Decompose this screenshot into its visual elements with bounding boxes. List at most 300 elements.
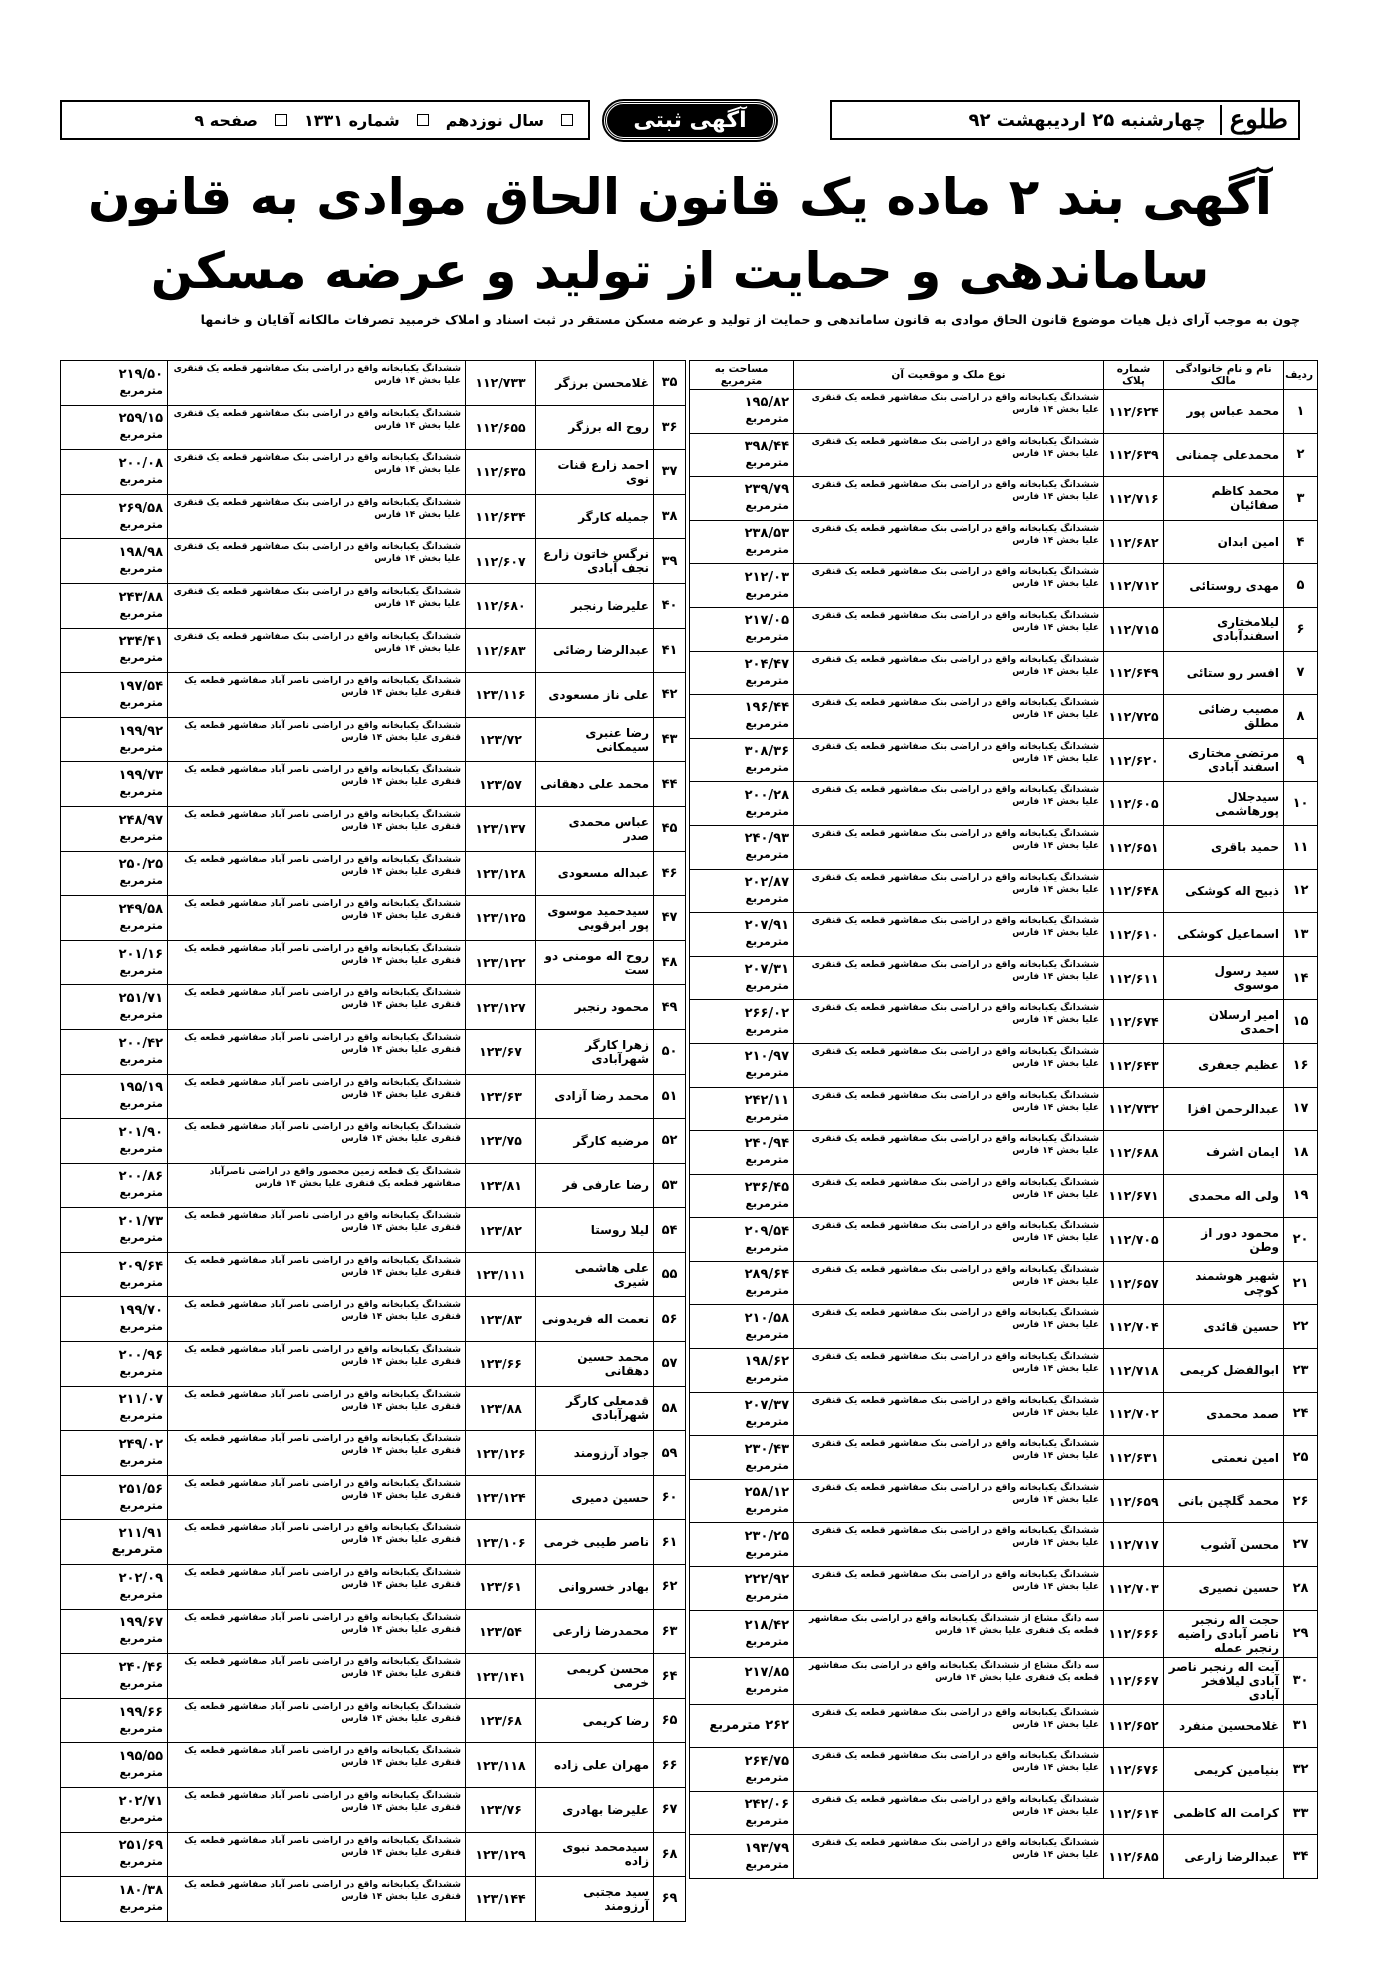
owner-name: رضا عارفی فر <box>536 1163 654 1208</box>
area-cell <box>61 896 168 941</box>
area-value: ۲۳۰/۴۳ <box>744 1441 789 1457</box>
table-row <box>690 1174 1318 1218</box>
row-number: ۶۷ <box>654 1788 686 1833</box>
owners-table-left <box>60 360 686 1922</box>
table-row <box>61 806 686 851</box>
property-description: ششدانگ یکبابخانه واقع در اراضی بنک صفاشهر قطعه یک قنقری علیا بخش ۱۴ فارس <box>794 433 1104 477</box>
row-number: ۱۸ <box>1284 1131 1318 1175</box>
table-row <box>690 1043 1318 1087</box>
plate-number: ۱۲۳/۱۲۸ <box>466 851 536 896</box>
plate-number: ۱۱۲/۶۰۷ <box>466 539 536 584</box>
plate-number: ۱۲۳/۸۱ <box>466 1163 536 1208</box>
plate-number: ۱۱۲/۶۵۲ <box>1104 1704 1164 1748</box>
area-value: ۲۴۰/۹۴ <box>744 1136 789 1152</box>
area-unit: مترمربع <box>119 1052 163 1066</box>
table-row <box>690 1567 1318 1611</box>
area-unit: مترمربع <box>745 979 789 993</box>
row-number: ۶۱ <box>654 1520 686 1565</box>
owner-name: صمد محمدی <box>1164 1392 1284 1436</box>
table-row <box>61 717 686 762</box>
owner-name: نعمت اله فریدونی <box>536 1297 654 1342</box>
area-cell <box>690 782 794 826</box>
issue-number: شماره ۱۳۳۱ <box>303 110 400 130</box>
area-unit: مترمربع <box>119 1899 163 1913</box>
area-cell <box>690 1791 794 1835</box>
area-value: ۲۲۲/۹۲ <box>744 1572 789 1588</box>
table-row <box>61 1832 686 1877</box>
area-value: ۳۹۸/۴۴ <box>744 438 789 454</box>
owner-name: محمد علی دهقانی <box>536 762 654 807</box>
area-unit: مترمربع <box>745 455 789 469</box>
area-unit: مترمربع <box>119 1320 163 1334</box>
area-cell <box>690 1610 794 1657</box>
area-unit: مترمربع <box>745 1634 789 1648</box>
property-description: سه دانگ مشاع از ششدانگ یکبابخانه واقع در اراضی بنک صفاشهر قطعه یک قنقری علیا بخش ۱۴ فارس <box>794 1610 1104 1657</box>
area-unit: مترمربع <box>745 891 789 905</box>
area-cell <box>690 825 794 869</box>
area-cell <box>690 1835 794 1879</box>
header-issue-box <box>60 100 590 140</box>
area-cell <box>690 607 794 651</box>
owner-name: احمد زارع قنات نوی <box>536 450 654 495</box>
area-cell <box>690 1087 794 1131</box>
area-cell <box>690 390 794 434</box>
row-number: ۴ <box>1284 520 1318 564</box>
plate-number: ۱۲۳/۱۲۴ <box>466 1475 536 1520</box>
table-row <box>61 1877 686 1922</box>
row-number: ۴۷ <box>654 896 686 941</box>
table-row <box>690 564 1318 608</box>
property-description: ششدانگ یکبابخانه واقع در اراضی بنک صفاشهر قطعه یک قنقری علیا بخش ۱۴ فارس <box>794 1479 1104 1523</box>
area-value: ۲۶۹/۵۸ <box>118 500 163 516</box>
property-description: ششدانگ یکبابخانه واقع در اراضی بنک صفاشهر قطعه یک قنقری علیا بخش ۱۴ فارس <box>794 956 1104 1000</box>
property-description: ششدانگ یکبابخانه واقع در اراضی بنک صفاشهر قطعه یک قنقری علیا بخش ۱۴ فارس <box>794 1436 1104 1480</box>
area-unit: مترمربع <box>119 963 163 977</box>
table-row <box>690 1087 1318 1131</box>
plate-number: ۱۱۲/۶۳۴ <box>466 494 536 539</box>
plate-number: ۱۲۳/۱۲۵ <box>466 896 536 941</box>
area-value: ۱۹۹/۶۷ <box>118 1615 163 1631</box>
area-cell <box>61 405 168 450</box>
table-row <box>690 651 1318 695</box>
property-description: ششدانگ یکبابخانه واقع در اراضی ناصر آباد صفاشهر قطعه یک قنقری علیا بخش ۱۴ فارس <box>168 985 466 1030</box>
owner-name: حسین دمیری <box>536 1475 654 1520</box>
property-description: ششدانگ یکبابخانه واقع در اراضی بنک صفاشهر قطعه یک قنقری علیا بخش ۱۴ فارس <box>794 1218 1104 1262</box>
row-number: ۲۸ <box>1284 1567 1318 1611</box>
owner-name: مصیب رضائی مطلق <box>1164 695 1284 739</box>
area-cell <box>690 695 794 739</box>
owner-name: زهرا کارگر شهرآبادی <box>536 1029 654 1074</box>
plate-number: ۱۲۳/۶۱ <box>466 1565 536 1610</box>
area-unit: مترمربع <box>119 562 163 576</box>
owner-name: رضا عنبری سیمکانی <box>536 717 654 762</box>
area-cell <box>690 869 794 913</box>
table-row <box>61 1342 686 1387</box>
area-cell <box>61 494 168 539</box>
area-unit: مترمربع <box>119 472 163 486</box>
owner-name: عباس محمدی صدر <box>536 806 654 851</box>
area-value: ۲۱۸/۴۲ <box>744 1617 789 1633</box>
area-cell <box>690 1436 794 1480</box>
property-description: ششدانگ یکبابخانه واقع در اراضی ناصر آباد صفاشهر قطعه یک قنقری علیا بخش ۱۴ فارس <box>168 1565 466 1610</box>
table-row <box>690 477 1318 521</box>
area-value: ۲۴۰/۴۶ <box>118 1660 163 1676</box>
plate-number: ۱۲۳/۱۱۸ <box>466 1743 536 1788</box>
owner-name: محمد رضا آزادی <box>536 1074 654 1119</box>
area-value: ۲۰۱/۷۳ <box>118 1214 163 1230</box>
plate-number: ۱۲۳/۶۳ <box>466 1074 536 1119</box>
owner-name: محمود دور از وطن <box>1164 1218 1284 1262</box>
plate-number: ۱۲۳/۱۴۱ <box>466 1654 536 1699</box>
table-row <box>690 1261 1318 1305</box>
property-description: ششدانگ یکبابخانه واقع در اراضی بنک صفاشهر قطعه یک قنقری علیا بخش ۱۴ فارس <box>794 607 1104 651</box>
property-description: ششدانگ یکبابخانه واقع در اراضی بنک صفاشهر قطعه یک قنقری علیا بخش ۱۴ فارس <box>794 1567 1104 1611</box>
owners-table-right <box>689 360 1318 1879</box>
area-unit: مترمربع <box>119 1008 163 1022</box>
row-number: ۲۵ <box>1284 1436 1318 1480</box>
row-number: ۳۱ <box>1284 1704 1318 1748</box>
plate-number: ۱۱۲/۶۳۱ <box>1104 1436 1164 1480</box>
area-value: ۱۹۹/۶۶ <box>118 1704 163 1720</box>
section-badge <box>590 100 790 140</box>
area-cell <box>61 361 168 406</box>
table-row <box>690 1349 1318 1393</box>
owner-name: نرگس خاتون زارع نجف آبادی <box>536 539 654 584</box>
owner-name: جواد آرزومند <box>536 1431 654 1476</box>
area-cell <box>61 1119 168 1164</box>
row-number: ۵۶ <box>654 1297 686 1342</box>
area-unit: مترمربع <box>119 1855 163 1869</box>
table-row <box>61 985 686 1030</box>
area-unit: مترمربع <box>745 1196 789 1210</box>
area-value: ۲۰۷/۳۱ <box>744 962 789 978</box>
area-value: ۲۰۱/۹۰ <box>118 1124 163 1140</box>
area-value: ۱۹۹/۹۲ <box>118 723 163 739</box>
plate-number: ۱۱۲/۶۸۰ <box>466 583 536 628</box>
area-unit: مترمربع <box>745 630 789 644</box>
plate-number: ۱۱۲/۶۶۷ <box>1104 1657 1164 1704</box>
plate-number: ۱۲۳/۱۱۶ <box>466 673 536 718</box>
area-unit: مترمربع <box>745 1857 789 1871</box>
row-number: ۴۱ <box>654 628 686 673</box>
title-line-1: آگهی بند ۲ ماده یک قانون الحاق موادی به قانون <box>87 168 1273 226</box>
square-icon <box>275 114 287 126</box>
owner-name: آیت اله رنجبر ناصر آبادی لیلافخر آبادی <box>1164 1657 1284 1704</box>
area-unit: مترمربع <box>119 517 163 531</box>
property-description: ششدانگ یکبابخانه واقع در اراضی ناصر آباد صفاشهر قطعه یک قنقری علیا بخش ۱۴ فارس <box>168 1475 466 1520</box>
newspaper-logo: طلوع <box>1220 105 1288 135</box>
area-unit: مترمربع <box>119 1454 163 1468</box>
row-number: ۴۳ <box>654 717 686 762</box>
area-cell <box>690 1657 794 1704</box>
owner-name: شهیر هوشمند کوچی <box>1164 1261 1284 1305</box>
area-unit: مترمربع <box>119 1364 163 1378</box>
row-number: ۶۶ <box>654 1743 686 1788</box>
plate-number: ۱۱۲/۷۰۲ <box>1104 1392 1164 1436</box>
area-value: ۲۴۲/۰۶ <box>744 1797 789 1813</box>
table-row <box>690 1479 1318 1523</box>
table-row <box>61 673 686 718</box>
property-description: ششدانگ یکبابخانه واقع در اراضی ناصر آباد صفاشهر قطعه یک قنقری علیا بخش ۱۴ فارس <box>168 1698 466 1743</box>
plate-number: ۱۱۲/۷۱۶ <box>1104 477 1164 521</box>
owner-name: بهادر خسروانی <box>536 1565 654 1610</box>
row-number: ۵۲ <box>654 1119 686 1164</box>
area-cell <box>61 940 168 985</box>
area-unit: مترمربع <box>119 695 163 709</box>
plate-number: ۱۲۳/۶۷ <box>466 1029 536 1074</box>
area-unit: مترمربع <box>745 499 789 513</box>
area-value: ۲۱۰/۵۸ <box>744 1310 789 1326</box>
plate-number: ۱۲۳/۸۳ <box>466 1297 536 1342</box>
owner-name: علی ناز مسعودی <box>536 673 654 718</box>
area-cell <box>690 1043 794 1087</box>
row-number: ۱۶ <box>1284 1043 1318 1087</box>
table-row <box>61 1163 686 1208</box>
area-unit: مترمربع <box>745 1502 789 1516</box>
area-value: ۲۵۱/۵۶ <box>118 1481 163 1497</box>
plate-number: ۱۲۳/۱۲۷ <box>466 985 536 1030</box>
area-cell <box>61 1877 168 1922</box>
owner-name: محمد عباس پور <box>1164 390 1284 434</box>
area-value: ۲۱۰/۹۷ <box>744 1049 789 1065</box>
area-cell <box>61 851 168 896</box>
area-unit: مترمربع <box>119 1141 163 1155</box>
property-description: ششدانگ یکبابخانه واقع در اراضی بنک صفاشهر قطعه یک قنقری علیا بخش ۱۴ فارس <box>794 1174 1104 1218</box>
property-description: ششدانگ یکبابخانه واقع در اراضی بنک صفاشهر قطعه یک قنقری علیا بخش ۱۴ فارس <box>794 1043 1104 1087</box>
area-cell <box>690 564 794 608</box>
owner-name: ولی اله محمدی <box>1164 1174 1284 1218</box>
area-unit: مترمربع <box>745 935 789 949</box>
area-cell <box>690 1131 794 1175</box>
area-cell <box>61 583 168 628</box>
area-value: ۱۹۹/۷۰ <box>118 1303 163 1319</box>
property-description: ششدانگ یکبابخانه واقع در اراضی ناصر آباد صفاشهر قطعه یک قنقری علیا بخش ۱۴ فارس <box>168 1208 466 1253</box>
plate-number: ۱۲۳/۱۱۱ <box>466 1252 536 1297</box>
row-number: ۶ <box>1284 607 1318 651</box>
area-unit: مترمربع <box>745 1022 789 1036</box>
area-value: ۲۰۰/۹۶ <box>118 1347 163 1363</box>
area-cell <box>61 1386 168 1431</box>
row-number: ۱۰ <box>1284 782 1318 826</box>
row-number: ۲۲ <box>1284 1305 1318 1349</box>
col-header-area: مساحت به مترمربع <box>690 361 794 390</box>
plate-number: ۱۱۲/۶۸۲ <box>1104 520 1164 564</box>
area-cell <box>61 1565 168 1610</box>
owner-name: مرتضی مختاری اسفند آبادی <box>1164 738 1284 782</box>
area-cell <box>61 628 168 673</box>
area-unit: مترمربع <box>745 717 789 731</box>
property-description: ششدانگ یکبابخانه واقع در اراضی بنک صفاشهر قطعه یک قنقری علیا بخش ۱۴ فارس <box>794 1305 1104 1349</box>
area-value: ۱۹۶/۴۴ <box>744 700 789 716</box>
owner-name: محمدرضا زارعی <box>536 1609 654 1654</box>
row-number: ۴۵ <box>654 806 686 851</box>
row-number: ۳۶ <box>654 405 686 450</box>
area-cell <box>690 1704 794 1748</box>
property-description: ششدانگ یکبابخانه واقع در اراضی ناصر آباد صفاشهر قطعه یک قنقری علیا بخش ۱۴ فارس <box>168 1431 466 1476</box>
square-icon <box>417 114 429 126</box>
area-value: ۱۹۵/۵۵ <box>118 1749 163 1765</box>
table-row <box>61 1475 686 1520</box>
owner-name: علیرضا رنجبر <box>536 583 654 628</box>
row-number: ۴۹ <box>654 985 686 1030</box>
area-unit: مترمربع <box>119 918 163 932</box>
area-cell <box>61 717 168 762</box>
table-row <box>61 896 686 941</box>
row-number: ۳۵ <box>654 361 686 406</box>
table-row <box>690 956 1318 1000</box>
row-number: ۵۱ <box>654 1074 686 1119</box>
property-description: ششدانگ یکبابخانه واقع در اراضی ناصر آباد صفاشهر قطعه یک قنقری علیا بخش ۱۴ فارس <box>168 1520 466 1565</box>
plate-number: ۱۱۲/۶۴۸ <box>1104 869 1164 913</box>
area-value: ۲۱۷/۰۵ <box>744 613 789 629</box>
property-description: ششدانگ یکبابخانه واقع در اراضی بنک صفاشهر قطعه یک قنقری علیا بخش ۱۴ فارس <box>794 390 1104 434</box>
table-row <box>61 583 686 628</box>
table-row <box>61 450 686 495</box>
plate-number: ۱۱۲/۷۱۷ <box>1104 1523 1164 1567</box>
area-value: ۲۳۰/۲۵ <box>744 1528 789 1544</box>
area-value: ۲۱۹/۵۰ <box>118 366 163 382</box>
property-description: ششدانگ یک قطعه زمین محصور واقع در اراضی ناصرآباد صفاشهر قطعه یک قنقری علیا بخش ۱۴ فارس <box>168 1163 466 1208</box>
area-value: ۲۴۹/۰۲ <box>118 1437 163 1453</box>
owner-name: علیرضا بهادری <box>536 1788 654 1833</box>
area-cell <box>61 1431 168 1476</box>
property-description: ششدانگ یکبابخانه واقع در اراضی ناصر آباد صفاشهر قطعه یک قنقری علیا بخش ۱۴ فارس <box>168 762 466 807</box>
area-cell <box>690 1479 794 1523</box>
area-value: ۱۹۵/۸۲ <box>744 395 789 411</box>
area-value: ۲۱۷/۸۵ <box>744 1664 789 1680</box>
owner-name: روح اله برزگر <box>536 405 654 450</box>
table-row <box>61 628 686 673</box>
area-value: ۲۰۱/۱۶ <box>118 946 163 962</box>
area-cell <box>690 651 794 695</box>
plate-number: ۱۱۲/۶۱۱ <box>1104 956 1164 1000</box>
owner-name: لیلا روستا <box>536 1208 654 1253</box>
row-number: ۴۶ <box>654 851 686 896</box>
table-row <box>690 390 1318 434</box>
property-description: ششدانگ یکبابخانه واقع در اراضی بنک صفاشهر قطعه یک قنقری علیا بخش ۱۴ فارس <box>794 782 1104 826</box>
owner-name: مرضیه کارگر <box>536 1119 654 1164</box>
plate-number: ۱۱۲/۶۷۴ <box>1104 1000 1164 1044</box>
area-cell <box>61 1743 168 1788</box>
area-unit: مترمربع <box>745 761 789 775</box>
area-value: ۲۳۴/۴۱ <box>118 634 163 650</box>
area-unit: مترمربع <box>119 874 163 888</box>
section-badge-label: آگهی ثبتی <box>604 101 775 140</box>
plate-number: ۱۱۲/۷۱۸ <box>1104 1349 1164 1393</box>
row-number: ۱۵ <box>1284 1000 1318 1044</box>
plate-number: ۱۲۳/۱۲۹ <box>466 1832 536 1877</box>
area-cell <box>690 1218 794 1262</box>
row-number: ۴۴ <box>654 762 686 807</box>
table-row <box>690 1131 1318 1175</box>
area-cell <box>690 1392 794 1436</box>
owner-name: غلامحسین منفرد <box>1164 1704 1284 1748</box>
area-unit: مترمربع <box>119 1721 163 1735</box>
plate-number: ۱۲۳/۶۶ <box>466 1342 536 1387</box>
area-unit: مترمربع <box>119 606 163 620</box>
plate-number: ۱۲۳/۱۰۶ <box>466 1520 536 1565</box>
row-number: ۳ <box>1284 477 1318 521</box>
area-value: ۲۰۲/۷۱ <box>118 1793 163 1809</box>
row-number: ۵۷ <box>654 1342 686 1387</box>
area-unit: مترمربع <box>745 1681 789 1695</box>
area-unit: مترمربع <box>745 586 789 600</box>
row-number: ۱۲ <box>1284 869 1318 913</box>
table-row <box>61 361 686 406</box>
table-row <box>61 494 686 539</box>
property-description: ششدانگ یکبابخانه واقع در اراضی ناصر آباد صفاشهر قطعه یک قنقری علیا بخش ۱۴ فارس <box>168 1832 466 1877</box>
plate-number: ۱۱۲/۷۳۳ <box>466 361 536 406</box>
area-value: ۲۰۲/۸۷ <box>744 874 789 890</box>
property-description: ششدانگ یکبابخانه واقع در اراضی ناصر آباد صفاشهر قطعه یک قنقری علیا بخش ۱۴ فارس <box>168 1342 466 1387</box>
header-date-box <box>830 100 1300 140</box>
property-description: ششدانگ یکبابخانه واقع در اراضی بنک صفاشهر قطعه یک قنقری علیا بخش ۱۴ فارس <box>794 1131 1104 1175</box>
plate-number: ۱۱۲/۶۵۷ <box>1104 1261 1164 1305</box>
area-unit: مترمربع <box>745 1458 789 1472</box>
property-description: ششدانگ یکبابخانه واقع در اراضی بنک صفاشهر قطعه یک قنقری علیا بخش ۱۴ فارس <box>794 1000 1104 1044</box>
row-number: ۲۹ <box>1284 1610 1318 1657</box>
owner-name: امیر ارسلان احمدی <box>1164 1000 1284 1044</box>
plate-number: ۱۲۳/۶۸ <box>466 1698 536 1743</box>
owner-name: محمدعلی چمنانی <box>1164 433 1284 477</box>
issue-page: صفحه ۹ <box>194 110 258 130</box>
plate-number: ۱۱۲/۷۱۵ <box>1104 607 1164 651</box>
plate-number: ۱۱۲/۶۷۱ <box>1104 1174 1164 1218</box>
table-row <box>61 1431 686 1476</box>
property-description: ششدانگ یکبابخانه واقع در اراضی بنک صفاشهر قطعه یک قنقری علیا بخش ۱۴ فارس <box>794 1523 1104 1567</box>
table-row <box>61 940 686 985</box>
area-value: ۲۰۷/۳۷ <box>744 1397 789 1413</box>
owner-name: محمد حسین دهقانی <box>536 1342 654 1387</box>
area-cell <box>690 1174 794 1218</box>
area-unit: مترمربع <box>745 543 789 557</box>
owner-name: سیدمحمد نبوی زاده <box>536 1832 654 1877</box>
area-unit: مترمربع <box>745 804 789 818</box>
row-number: ۶۸ <box>654 1832 686 1877</box>
area-cell <box>61 1654 168 1699</box>
table-row <box>690 1704 1318 1748</box>
table-row <box>61 1609 686 1654</box>
row-number: ۳۲ <box>1284 1748 1318 1792</box>
table-row <box>61 1252 686 1297</box>
area-value: ۲۶۲ مترمربع <box>709 1717 789 1733</box>
area-value: ۲۵۱/۷۱ <box>118 991 163 1007</box>
area-value: ۲۵۰/۲۵ <box>118 857 163 873</box>
area-value: ۱۹۸/۶۲ <box>744 1354 789 1370</box>
property-description: ششدانگ یکبابخانه واقع در اراضی بنک صفاشهر قطعه یک قنقری علیا بخش ۱۴ فارس <box>794 869 1104 913</box>
table-row <box>61 1297 686 1342</box>
plate-number: ۱۲۳/۸۸ <box>466 1386 536 1431</box>
plate-number: ۱۱۲/۶۳۹ <box>1104 433 1164 477</box>
row-number: ۳۴ <box>1284 1835 1318 1879</box>
owner-name: جمیله کارگر <box>536 494 654 539</box>
area-value: ۲۱۲/۰۳ <box>744 569 789 585</box>
property-description: ششدانگ یکبابخانه واقع در اراضی بنک صفاشهر قطعه یک قنقری علیا بخش ۱۴ فارس <box>168 450 466 495</box>
area-unit: مترمربع <box>119 1810 163 1824</box>
area-cell <box>61 762 168 807</box>
area-unit: مترمربع <box>745 1240 789 1254</box>
table-row <box>61 1743 686 1788</box>
area-unit: مترمربع <box>119 740 163 754</box>
owner-name: حسین نصیری <box>1164 1567 1284 1611</box>
plate-number: ۱۲۳/۷۲ <box>466 717 536 762</box>
area-unit: مترمربع <box>119 383 163 397</box>
property-description: ششدانگ یکبابخانه واقع در اراضی بنک صفاشهر قطعه یک قنقری علیا بخش ۱۴ فارس <box>794 1748 1104 1792</box>
owner-name: لیلامختاری اسفندآبادی <box>1164 607 1284 651</box>
table-row <box>690 1657 1318 1704</box>
row-number: ۳۸ <box>654 494 686 539</box>
table-row <box>690 1218 1318 1262</box>
